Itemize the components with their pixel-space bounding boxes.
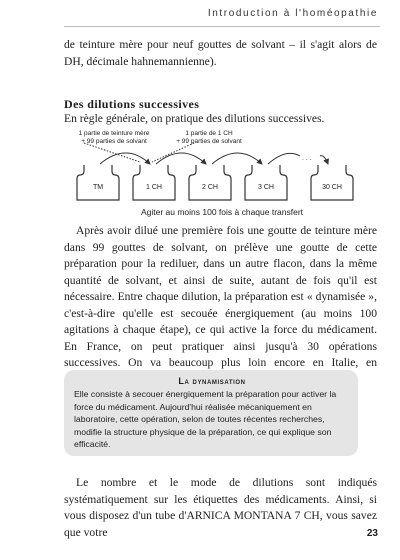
- annotation-left: [66, 130, 162, 146]
- box-text: Elle consiste à secouer énergiquement la préparation pour activer la force du médicament. Aujourd'hui réalisée mécaniquement en laboratoire, cette opération, selon de toutes récentes recherches, modifie la structure physique de la préparation, ce qui explique son efficacité.: [74, 389, 337, 449]
- box-title: La dynamisation: [178, 376, 246, 386]
- intro-paragraph: de teinture mère pour neuf gouttes de solvant – il s'agit alors de DH, décimale hahnemannienne).: [64, 38, 377, 68]
- annotation-right: [164, 130, 254, 146]
- running-head: Introduction à l'homéopathie: [207, 8, 378, 19]
- diagram-caption: Agiter au moins 100 fois à chaque transfert: [140, 207, 304, 217]
- section-heading: Des dilutions successives: [64, 97, 200, 111]
- annotation-left-line2: + 99 parties de solvant: [81, 138, 147, 145]
- annotation-right-line2: + 99 parties de solvant: [176, 138, 242, 145]
- section-intro: En règle générale, on pratique des dilutions successives.: [64, 112, 325, 125]
- jar-label-tm: TM: [92, 184, 104, 191]
- body-paragraph: Après avoir dilué une première fois une goutte de teinture mère dans 99 gouttes de solvant, on prélève une goutte de cette préparation pour la rediluer, dans un autre flacon, dans la même quantité de solvant, et ainsi de suite, autant de fois qu'il est nécessaire. Entre chaque dilution, la préparation est « dynamisée », c'est-à-dire qu'elle est secouée énergiquement (au moins 100 agitations à chaque étape), ce qui active la force du médicament. En France, on peut pratiquer ainsi jusqu'à 30 opérations successives. On va beaucoup plus loin encore en Italie, en: [64, 224, 377, 369]
- jar-label-30ch: 30 CH: [322, 184, 342, 191]
- transfer-arrows: [84, 143, 328, 164]
- dynamisation-box: [64, 370, 358, 456]
- ellipsis-dots: . . .: [302, 155, 312, 162]
- page-number: 23: [366, 528, 378, 539]
- header-rule: [64, 26, 380, 27]
- jar-label-3ch: 3 CH: [258, 184, 274, 191]
- dilution-diagram: [64, 128, 376, 224]
- annotation-left-line1: 1 partie de teinture mère: [78, 130, 150, 137]
- annotation-right-line1: 1 partie de 1 CH: [185, 130, 233, 137]
- jar-label-2ch: 2 CH: [202, 184, 218, 191]
- closing-paragraph: Le nombre et le mode de dilutions sont indiqués systématiquement sur les étiquettes des médicaments. Ainsi, si vous disposez d'un tube d'ARNICA MONTANA 7 CH, vous savez que votre: [64, 476, 377, 539]
- jar-label-1ch: 1 CH: [146, 184, 162, 191]
- jar-outlines: [77, 165, 353, 200]
